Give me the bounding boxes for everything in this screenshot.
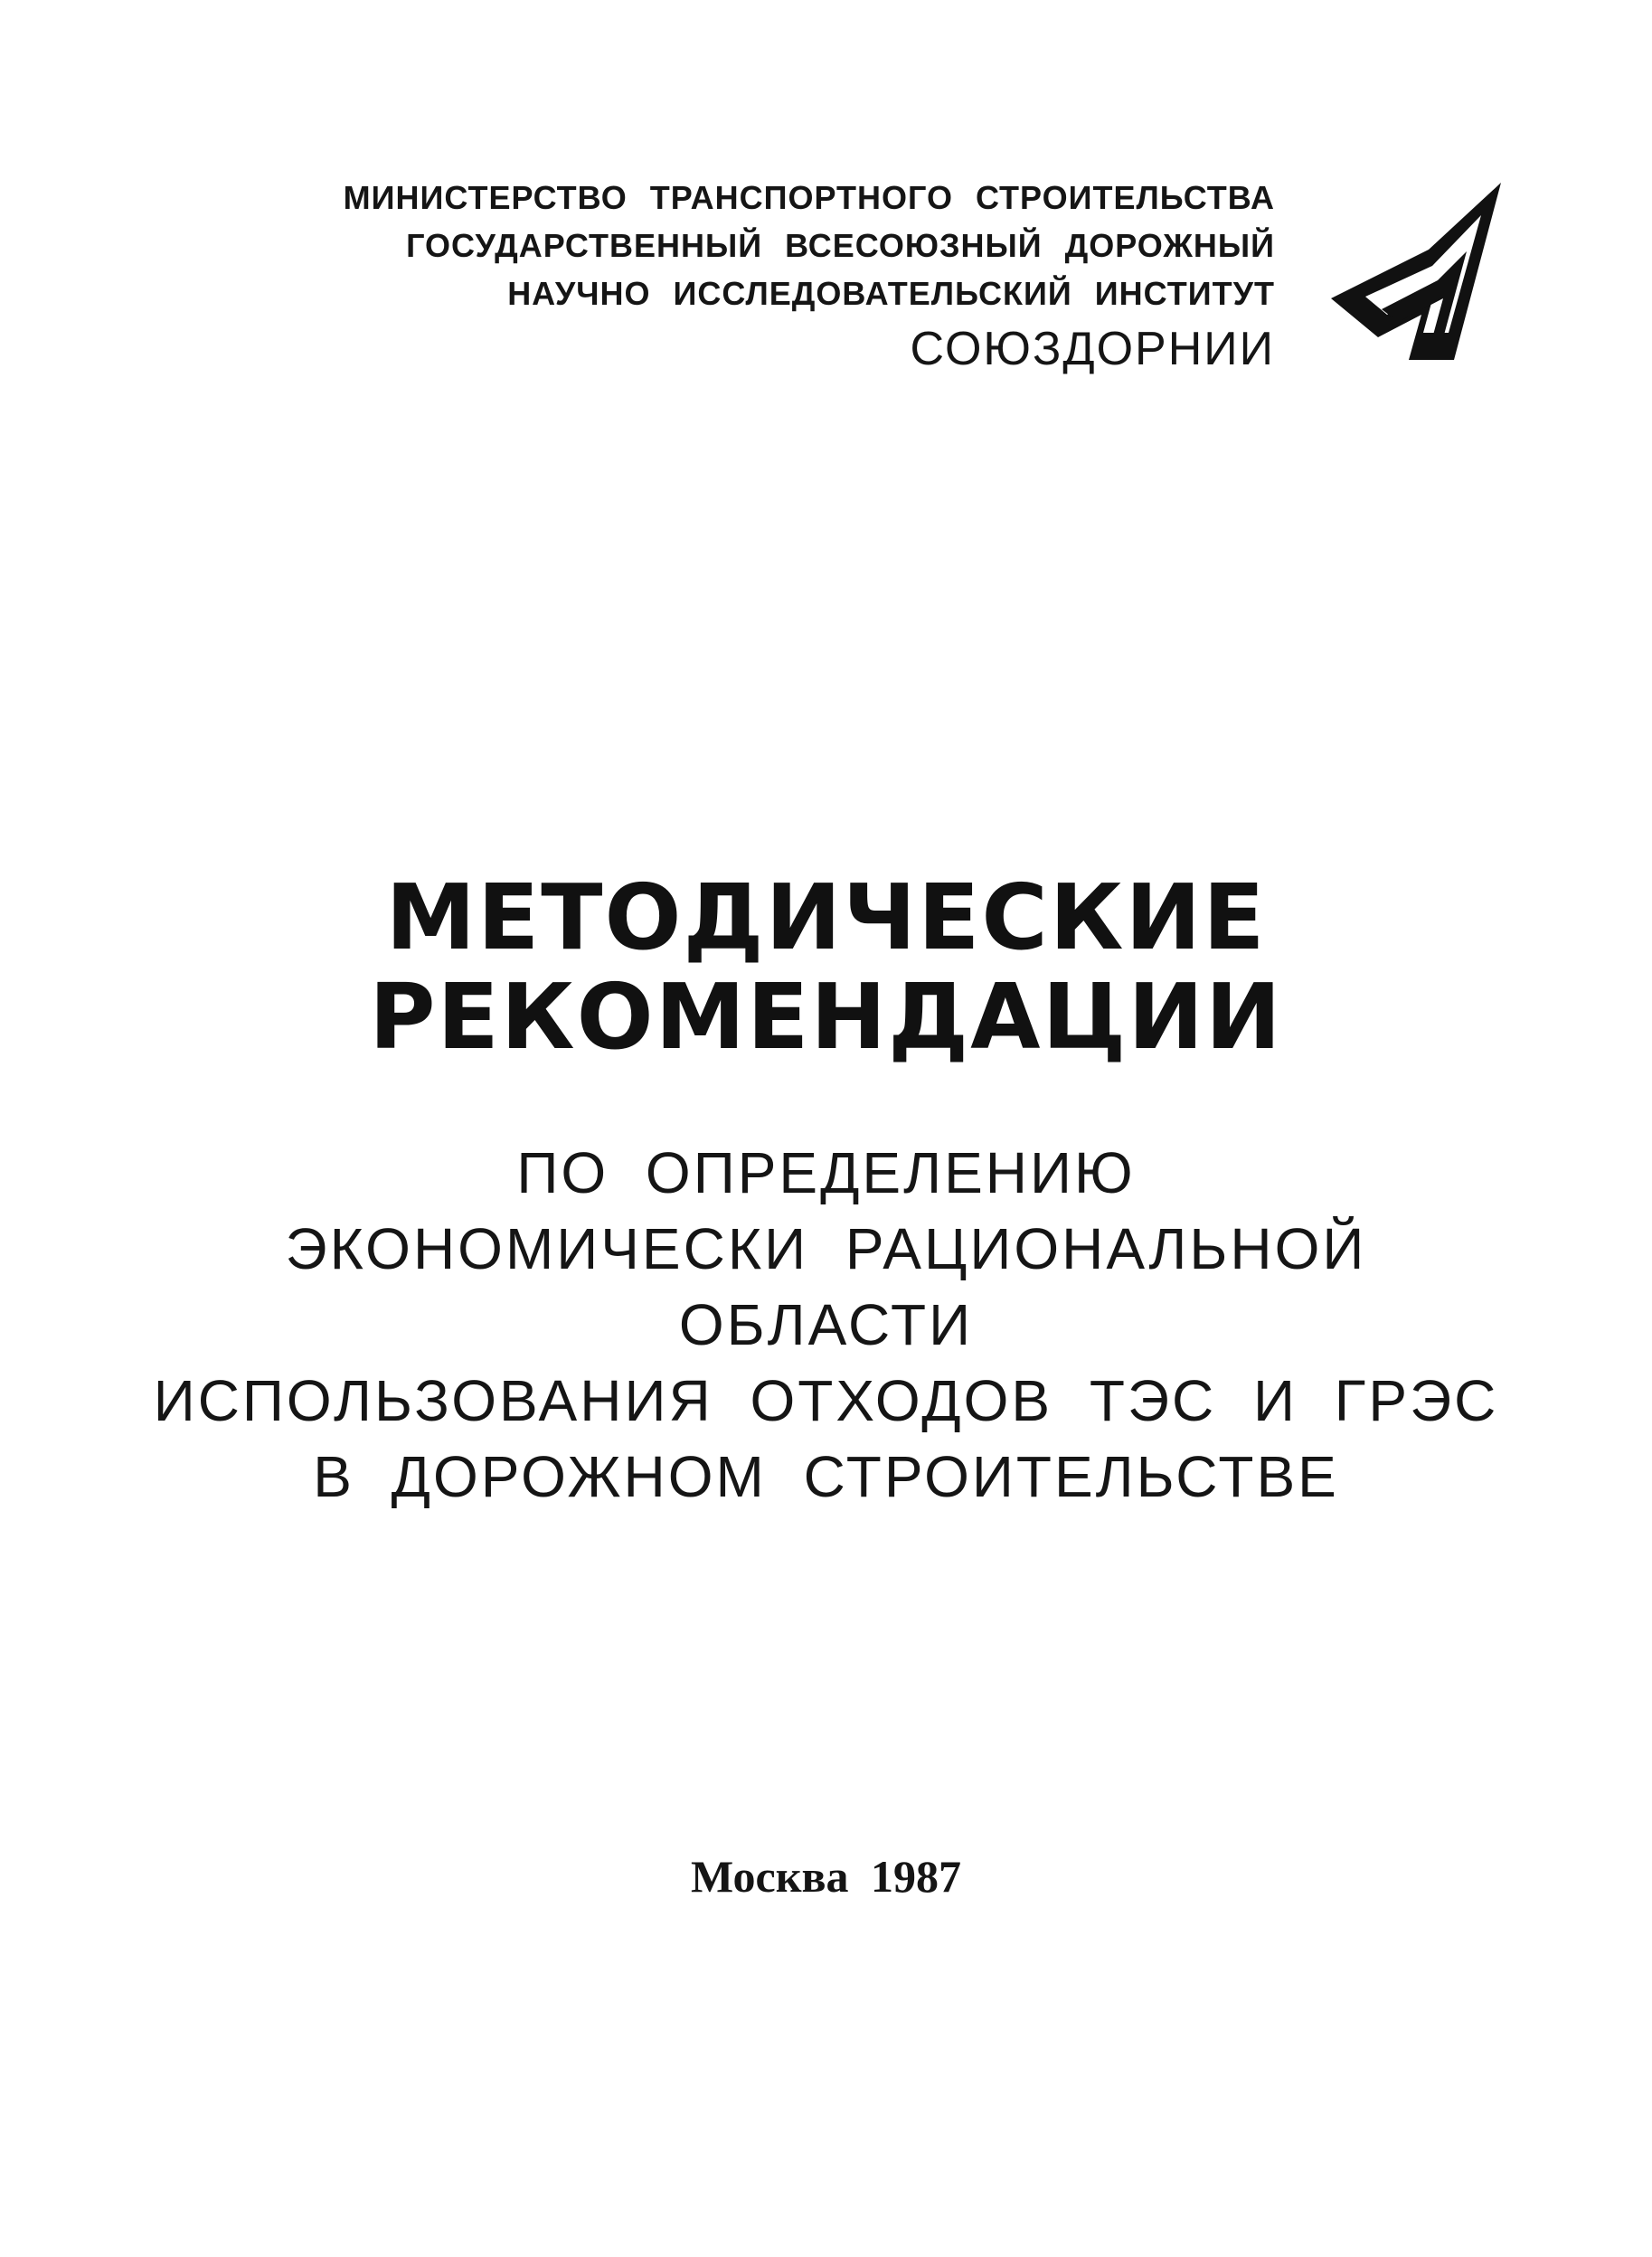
organization-name: СОЮЗДОРНИИ: [910, 323, 1275, 375]
document-title: [0, 864, 1652, 1070]
title-line-1: МЕТОДИЧЕСКИЕ: [385, 864, 1267, 970]
subtitle-line-2: ЭКОНОМИЧЕСКИ РАЦИОНАЛЬНОЙ: [285, 1216, 1367, 1281]
subtitle-line-3: ОБЛАСТИ: [678, 1292, 974, 1357]
publisher-header: [271, 174, 1275, 379]
subtitle-line-4: ИСПОЛЬЗОВАНИЯ ОТХОДОВ ТЭС И ГРЭС: [153, 1368, 1499, 1433]
logo-outer-chevron: [1331, 183, 1501, 360]
institute-line-2: НАУЧНО ИССЛЕДОВАТЕЛЬСКИЙ ИНСТИТУТ: [507, 275, 1275, 312]
publication-imprint: [0, 1849, 1652, 1903]
soyuzdornii-logo-icon: [1322, 179, 1512, 360]
publication-city: Москва: [690, 1851, 849, 1902]
document-subtitle: [0, 1135, 1652, 1515]
institute-line-1: ГОСУДАРСТВЕННЫЙ ВСЕСОЮЗНЫЙ ДОРОЖНЫЙ: [406, 227, 1275, 264]
publication-year: 1987: [871, 1851, 962, 1902]
subtitle-line-5: В ДОРОЖНОМ СТРОИТЕЛЬСТВЕ: [313, 1444, 1339, 1509]
subtitle-line-1: ПО ОПРЕДЕЛЕНИЮ: [516, 1140, 1136, 1205]
ministry-line: МИНИСТЕРСТВО ТРАНСПОРТНОГО СТРОИТЕЛЬСТВА: [343, 179, 1275, 216]
title-line-2: РЕКОМЕНДАЦИИ: [369, 964, 1283, 1070]
